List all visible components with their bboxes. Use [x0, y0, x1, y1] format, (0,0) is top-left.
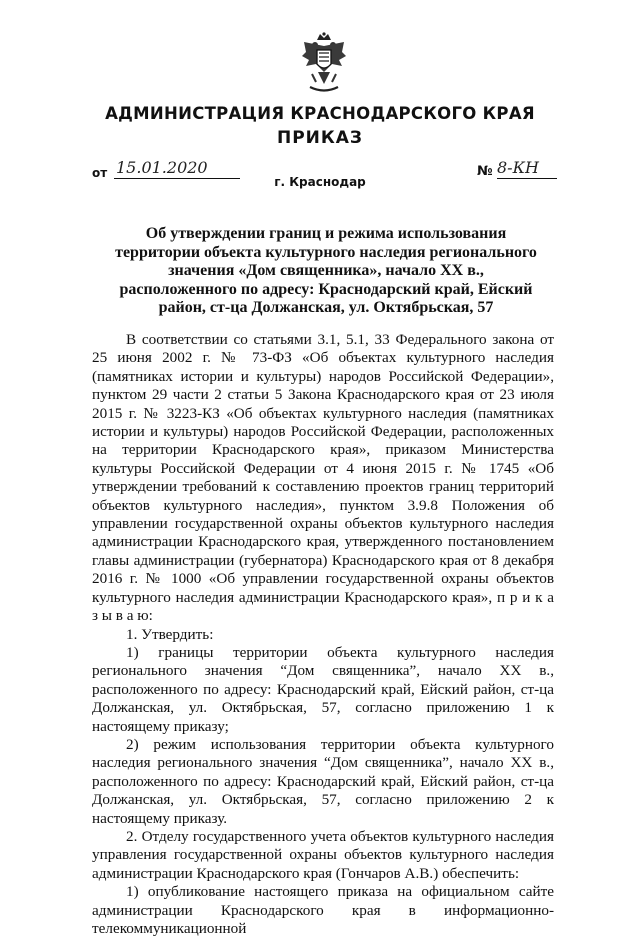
number-value: 8-КН	[497, 158, 557, 179]
date-value: 15.01.2020	[114, 158, 240, 179]
paragraph-item-1: 1. Утвердить:	[126, 625, 214, 643]
number-label: №	[477, 164, 493, 179]
paragraph-item-1-1: 1) границы территории объекта культурного наследия регионального значения “Дом священника”, начало XX в., расположенного по адресу: Краснодарский край, Ейский район, ст-ца Должанская, ул. Октябрьская, 57, согласно приложению 1 к настоящему приказу;	[92, 643, 554, 735]
date-label: от	[92, 166, 108, 180]
paragraph-item-2-1: 1) опубликование настоящего приказа на официальном сайте администрации Краснодарского края в информационно-телекоммуникационной	[92, 883, 554, 937]
city-label: г. Краснодар	[274, 175, 366, 189]
coat-of-arms-icon	[300, 32, 348, 94]
organization-name: АДМИНИСТРАЦИЯ КРАСНОДАРСКОГО КРАЯ	[105, 104, 535, 123]
document-title: Об утверждении границ и режима использования территории объекта культурного наследия регионального значения «Дом священника», начало XX в., расположенного по адресу: Краснодарский край, Ейский район, ст-ца Должанская, ул. Октябрьская, 57	[115, 225, 537, 317]
paragraph-item-1-2: 2) режим использования территории объекта культурного наследия регионального значения “Дом священника”, начало XX в., расположенного по адресу: Краснодарский край, Ейский район, ст-ца Должанская, ул. Октябрьская, 57, согласно приложению 2 к настоящему приказу.	[92, 735, 554, 827]
paragraph-item-2: 2. Отделу государственного учета объектов культурного наследия управления государственной охраны объектов культурного наследия администрации Краснодарского края (Гончаров А.В.) обеспечить:	[92, 827, 554, 882]
document-type: ПРИКАЗ	[276, 128, 364, 148]
document-body	[92, 331, 554, 938]
paragraph-preamble: В соответствии со статьями 3.1, 5.1, 33 Федерального закона от 25 июня 2002 г. № 73-ФЗ «Об объектах культурного наследия (памятниках истории и культуры) народов Российской Федерации», пунктом 29 части 2 статьи 5 Закона Краснодарского края от 23 июля 2015 г. № 3223-КЗ «Об объектах культурного наследия (памятниках истории и культуры) народов Российской Федерации, расположенных на территории Краснодарского края», приказом Министерства культуры Российской Федерации от 4 июня 2015 г. № 1745 «Об утверждении требований к составлению проектов границ территорий объектов культурного наследия», пунктом 3.9.8 Положения об управлении государственной охраны объектов культурного наследия администрации Краснодарского края, утвержденного постановлением главы администрации (губернатора) Краснодарского края от 8 декабря 2016 г. № 1000 «Об управлении государственной охраны объектов культурного наследия администрации Краснодарского края», п р и к а з ы в а ю:	[92, 331, 554, 625]
